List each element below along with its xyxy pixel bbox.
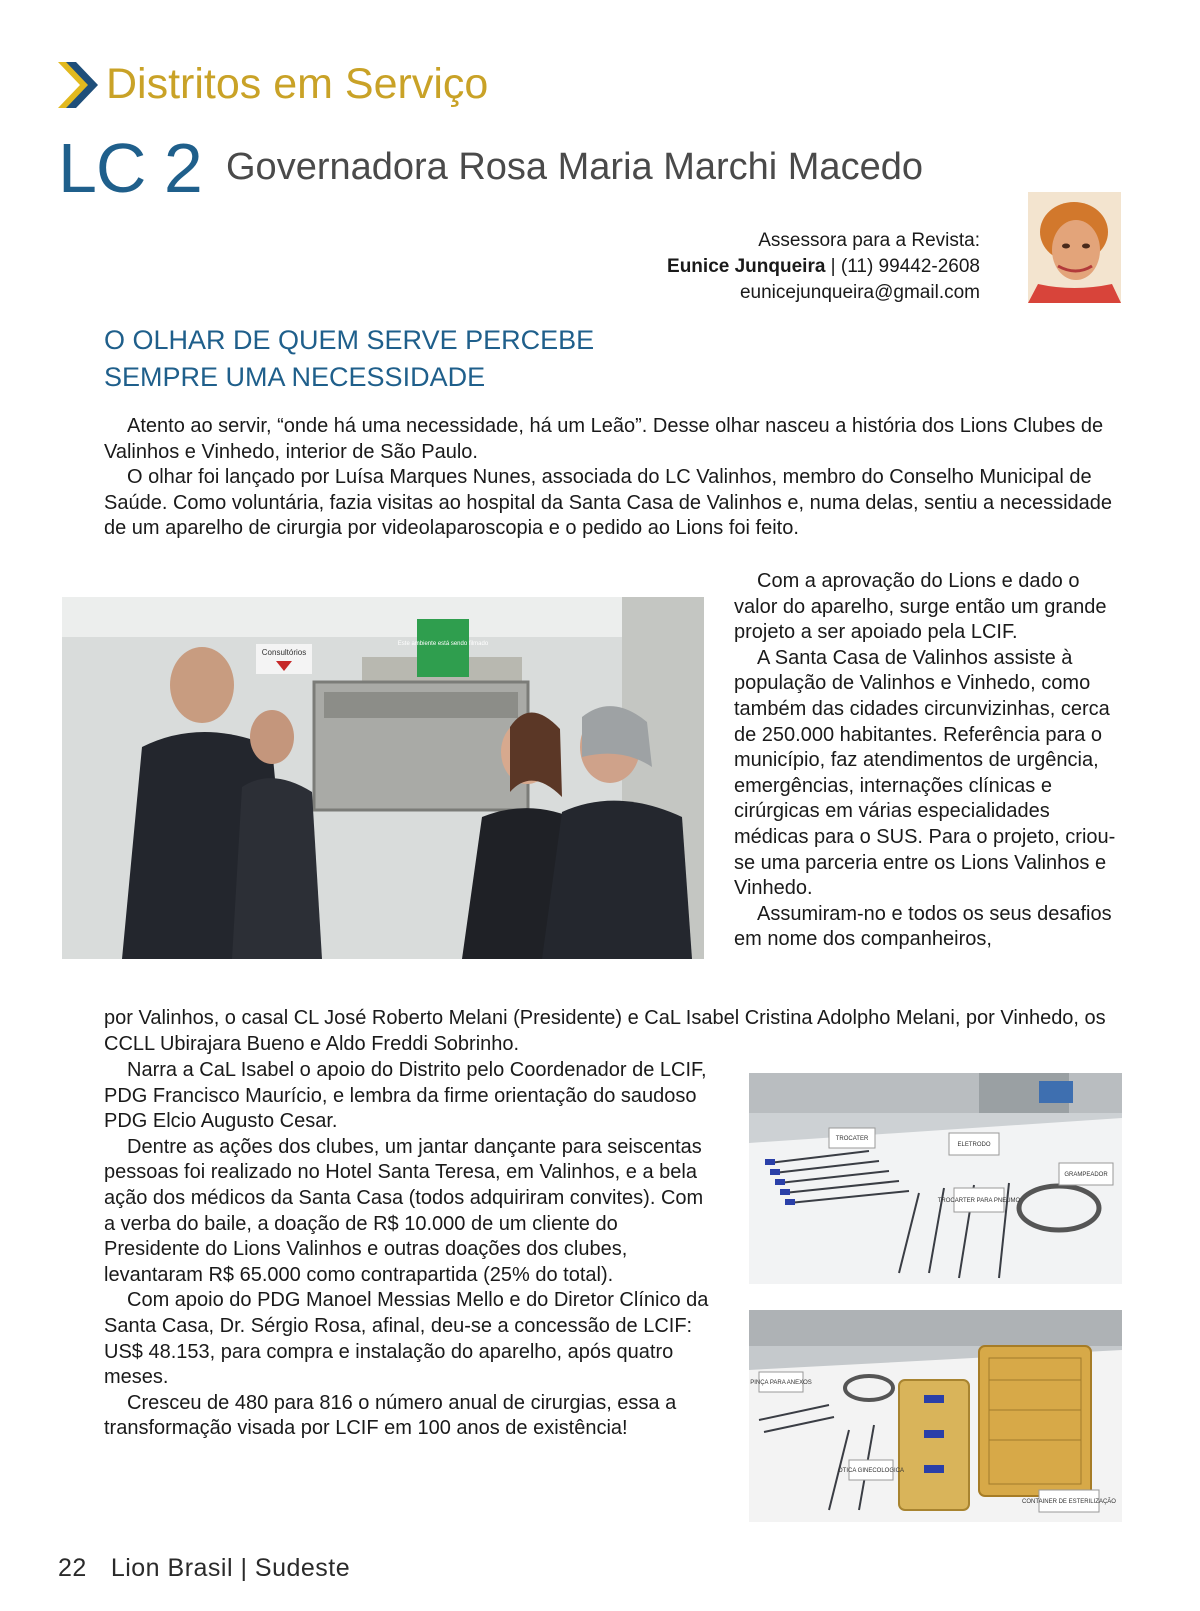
contact-phone: | (11) 99442-2608 bbox=[825, 256, 980, 277]
instruments-image-1 bbox=[749, 1073, 1122, 1284]
portrait-image bbox=[1028, 192, 1121, 303]
section-title: Distritos em Serviço bbox=[106, 60, 489, 108]
paragraph-8: Com apoio do PDG Manoel Messias Mello e do Diretor Clínico da Santa Casa, Dr. Sérgio Rosa, afinal, deu-se a concessão de LCIF: US$ 48.153, para compra e instalação do aparelho, após quatro meses. bbox=[104, 1289, 709, 1389]
card-trocater: TROCATER bbox=[835, 1136, 869, 1142]
plaque-ceremony-photo bbox=[62, 597, 704, 959]
plaque-ceremony-image bbox=[62, 597, 704, 959]
contact-email[interactable]: eunicejunqueira@gmail.com bbox=[739, 282, 980, 303]
headline-line-2: SEMPRE UMA NECESSIDADE bbox=[104, 362, 486, 392]
page-number: 22 bbox=[58, 1554, 87, 1582]
contact-role: Assessora para a Revista: bbox=[758, 230, 980, 251]
card-otica: ÓTICA GINECOLOGICA bbox=[837, 1468, 905, 1474]
contact-portrait bbox=[1028, 192, 1121, 303]
surgical-instruments-photo-2 bbox=[749, 1310, 1122, 1522]
paragraph-2: O olhar foi lançado por Luísa Marques Nunes, associada do LC Valinhos, membro do Conselho Municipal de Saúde. Como voluntária, fazia visitas ao hospital da Santa Casa de Valinhos e, numa delas, sentiu a necessidade de um aparelho de cirurgia por videolaparoscopia e o pedido ao Lions foi feito. bbox=[104, 466, 1113, 540]
article-continuation bbox=[104, 1006, 1124, 1057]
paragraph-5-continued: por Valinhos, o casal CL José Roberto Melani (Presidente) e CaL Isabel Cristina Adolpho Melani, por Vinhedo, os CCLL Ubirajara Bueno e Aldo Freddi Sobrinho. bbox=[104, 1007, 1106, 1055]
paragraph-4: A Santa Casa de Valinhos assiste à população de Valinhos e Vinhedo, como também das cidades circunvizinhas, cerca de 250.000 habitantes. Referência para o município, faz atendimentos de urgência, emergências, internações clínicas e cirúrgicas em várias especialidades médicas para o SUS. Para o projeto, criou-se uma parceria entre os Lions Valinhos e Vinhedo. bbox=[734, 646, 1116, 900]
instruments-image-2 bbox=[749, 1310, 1122, 1522]
paragraph-1: Atento ao servir, “onde há uma necessidade, há um Leão”. Desse olhar nasceu a história dos Lions Clubes de Valinhos e Vinhedo, interior de São Paulo. bbox=[104, 415, 1104, 463]
article-intro bbox=[104, 414, 1124, 542]
paragraph-7: Dentre as ações dos clubes, um jantar dançante para seiscentas pessoas foi realizado no Hotel Santa Teresa, em Valinhos, e a bela ação dos médicos da Santa Casa (todos adquiriram convites). Com a verba do baile, a doação de R$ 10.000 de um cliente do Presidente do Lions Valinhos e outras doações dos clubes, levantaram R$ 65.000 como contrapartida (25% do total). bbox=[104, 1135, 704, 1286]
paragraph-6: Narra a CaL Isabel o apoio do Distrito pelo Coordenador de LCIF, PDG Francisco Maurício, e lembra da firme orientação do saudoso PDG Elcio Augusto Cesar. bbox=[104, 1059, 707, 1133]
surgical-instruments-photo-1 bbox=[749, 1073, 1122, 1284]
consultorios-sign: Consultórios bbox=[261, 648, 307, 657]
paragraph-5-start: Assumiram-no e todos os seus desafios em nome dos companheiros, bbox=[734, 902, 1112, 951]
headline-line-1: O OLHAR DE QUEM SERVE PERCEBE bbox=[104, 325, 595, 355]
paragraph-3: Com a aprovação do Lions e dado o valor do aparelho, surge então um grande projeto a ser apoiado pela LCIF. bbox=[734, 570, 1107, 644]
contact-line bbox=[667, 254, 980, 280]
contact-name: Eunice Junqueira bbox=[667, 256, 826, 277]
chevron-icon bbox=[58, 62, 98, 108]
article-right-column bbox=[734, 569, 1124, 953]
governor-name: Governadora Rosa Maria Marchi Macedo bbox=[226, 146, 923, 188]
card-container: CONTAINER DE ESTERILIZAÇÃO bbox=[1022, 1499, 1116, 1505]
publication-name: Lion Brasil | Sudeste bbox=[110, 1554, 351, 1582]
green-sign-text: Este ambiente está sendo filmado bbox=[397, 641, 489, 647]
page-footer bbox=[58, 1554, 350, 1583]
card-eletrodo: ELETRODO bbox=[957, 1142, 991, 1148]
paragraph-9: Cresceu de 480 para 816 o número anual de cirurgias, essa a transformação visada por LCIF em 100 anos de existência! bbox=[104, 1391, 677, 1440]
card-grampeador: GRAMPEADOR bbox=[1064, 1172, 1108, 1178]
card-pinca: PINÇA PARA ANEXOS bbox=[750, 1380, 812, 1386]
contact-block bbox=[667, 228, 980, 306]
article-headline bbox=[104, 322, 804, 396]
district-code: LC 2 bbox=[58, 129, 202, 207]
article-left-column bbox=[104, 1058, 714, 1442]
card-trocarter: TROCARTER PARA PNEUMO bbox=[937, 1198, 1021, 1204]
